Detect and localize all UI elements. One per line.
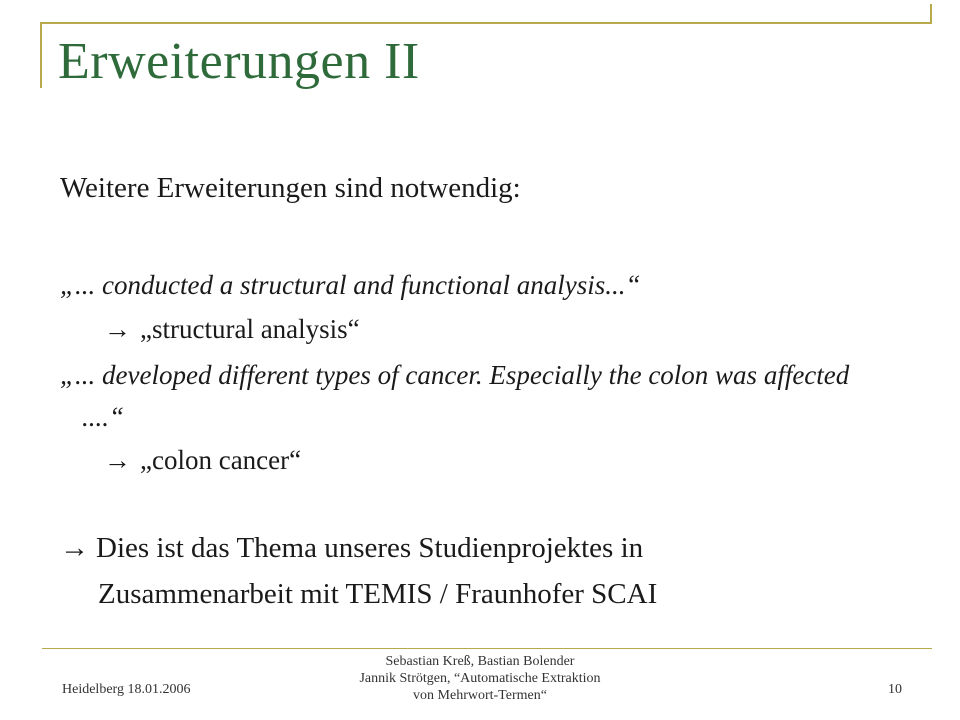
conclusion-line-1 <box>60 532 643 565</box>
frame-top-line <box>40 22 932 24</box>
footer-authors-line-1: Sebastian Kreß, Bastian Bolender <box>385 654 575 669</box>
intro-text: Weitere Erweiterungen sind notwendig: <box>60 172 521 204</box>
result-1-text: „structural analysis“ <box>140 314 360 344</box>
quote-2-line-2: ....“ <box>82 402 125 432</box>
footer-authors-line-2: Jannik Strötgen, “Automatische Extraktion <box>359 671 601 686</box>
footer-divider <box>42 648 932 649</box>
footer-date: Heidelberg 18.01.2006 <box>62 682 191 697</box>
footer-authors <box>330 653 630 704</box>
frame-left-line <box>40 22 42 88</box>
conclusion-line-2: Zusammenarbeit mit TEMIS / Fraunhofer SCAI <box>98 578 658 610</box>
conclusion-line-1-text: Dies ist das Thema unseres Studienprojektes in <box>96 532 644 564</box>
result-2-text: „colon cancer“ <box>140 445 302 475</box>
footer-page-number: 10 <box>888 682 902 697</box>
right-arrow-icon: → <box>104 445 131 475</box>
frame-right-line <box>930 4 932 24</box>
right-arrow-icon: → <box>60 532 89 564</box>
slide-title: Erweiterungen II <box>58 33 420 90</box>
result-2 <box>104 445 301 476</box>
right-arrow-icon: → <box>104 314 131 344</box>
quote-1: „... conducted a structural and functional analysis...“ <box>60 270 641 300</box>
quote-2-line-1: „... developed different types of cancer. Especially the colon was affected <box>60 360 850 390</box>
result-1 <box>104 314 360 345</box>
footer-authors-line-3: von Mehrwort-Termen“ <box>413 688 547 703</box>
